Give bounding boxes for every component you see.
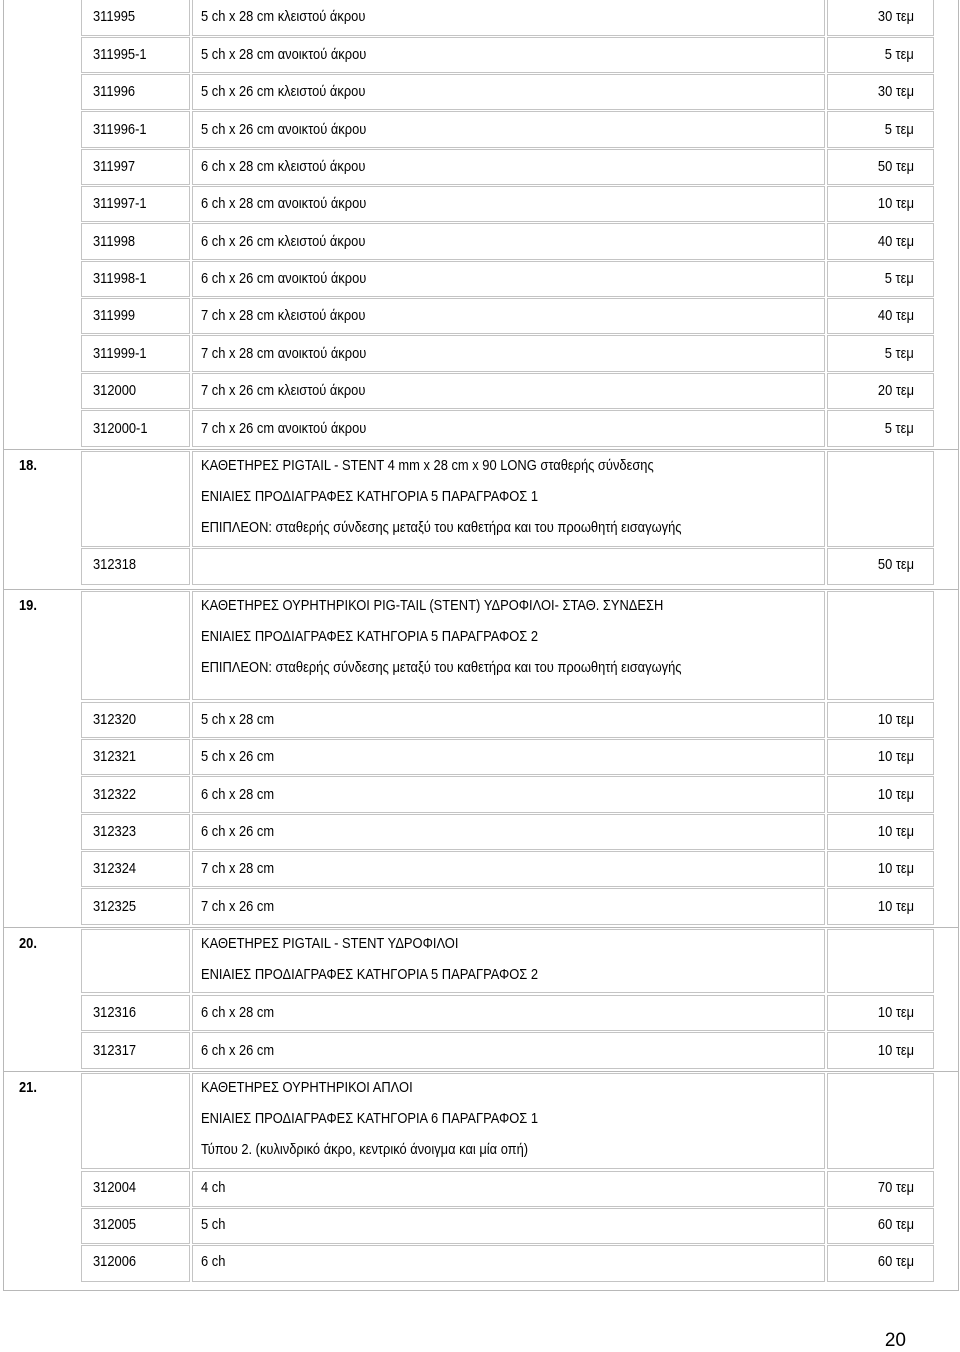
section-divider <box>4 449 958 450</box>
row-code: 311995-1 <box>93 46 147 63</box>
row-desc: 6 ch x 26 cm ανοικτού άκρου <box>201 270 367 287</box>
row-qty: 5 τεμ <box>884 121 914 138</box>
section-extra: ΕΠΙΠΛΕΟΝ: σταθερής σύνδεσης μεταξύ του καθετήρα και του προωθητή εισαγωγής <box>201 519 682 536</box>
table-row <box>4 186 958 223</box>
row-qty: 30 τεμ <box>877 83 914 100</box>
row-desc: 7 ch x 28 cm <box>201 860 275 877</box>
row-code: 312321 <box>93 748 137 765</box>
table-row <box>4 776 958 814</box>
row-code: 312006 <box>93 1253 137 1270</box>
row-code: 312316 <box>93 1004 137 1021</box>
row-qty: 20 τεμ <box>877 382 914 399</box>
row-code: 312320 <box>93 711 137 728</box>
row-desc: 6 ch x 28 cm <box>201 786 275 803</box>
row-qty: 10 τεμ <box>877 195 914 212</box>
row-code: 312322 <box>93 786 137 803</box>
table-row <box>4 814 958 851</box>
section-title: ΚΑΘΕΤΗΡΕΣ ΟΥΡΗΤΗΡΙΚΟΙ ΑΠΛΟΙ <box>201 1079 413 1096</box>
row-desc: 5 ch x 28 cm ανοικτού άκρου <box>201 46 367 63</box>
row-qty: 70 τεμ <box>877 1179 914 1196</box>
row-desc: 6 ch x 28 cm <box>201 1004 275 1021</box>
section-spec: ΕΝΙΑΙΕΣ ΠΡΟΔΙΑΓΡΑΦΕΣ ΚΑΤΗΓΟΡΙΑ 5 ΠΑΡΑΓΡΑΦΟΣ 2 <box>201 966 539 983</box>
table-row <box>4 702 958 739</box>
row-desc: 5 ch x 26 cm κλειστού άκρου <box>201 83 366 100</box>
row-qty: 30 τεμ <box>877 8 914 25</box>
row-code: 311995 <box>93 8 136 25</box>
table-row <box>4 548 958 586</box>
table-row <box>4 1245 958 1283</box>
section-divider <box>4 589 958 590</box>
table-row <box>4 335 958 373</box>
row-code: 312318 <box>93 556 137 573</box>
row-qty: 10 τεμ <box>877 711 914 728</box>
row-code: 312317 <box>93 1042 137 1059</box>
row-code: 311996 <box>93 83 136 100</box>
row-desc: 7 ch x 28 cm κλειστού άκρου <box>201 307 366 324</box>
row-desc: 7 ch x 26 cm ανοικτού άκρου <box>201 420 367 437</box>
table-row <box>4 739 958 776</box>
section-spec: ΕΝΙΑΙΕΣ ΠΡΟΔΙΑΓΡΑΦΕΣ ΚΑΤΗΓΟΡΙΑ 6 ΠΑΡΑΓΡΑΦΟΣ 1 <box>201 1110 539 1127</box>
row-qty: 50 τεμ <box>877 556 914 573</box>
row-qty: 10 τεμ <box>877 860 914 877</box>
product-table <box>3 0 959 1291</box>
row-qty: 5 τεμ <box>884 270 914 287</box>
row-qty: 40 τεμ <box>877 307 914 324</box>
row-qty: 60 τεμ <box>877 1253 914 1270</box>
row-qty: 10 τεμ <box>877 786 914 803</box>
row-desc: 5 ch <box>201 1216 226 1233</box>
row-code: 311997-1 <box>93 195 147 212</box>
row-qty: 10 τεμ <box>877 748 914 765</box>
row-desc: 6 ch x 26 cm <box>201 823 275 840</box>
section-divider <box>4 927 958 928</box>
row-desc: 7 ch x 26 cm κλειστού άκρου <box>201 382 366 399</box>
row-desc: 5 ch x 26 cm ανοικτού άκρου <box>201 121 367 138</box>
table-row <box>4 410 958 448</box>
row-desc: 4 ch <box>201 1179 226 1196</box>
row-code: 311999 <box>93 307 136 324</box>
table-row <box>4 0 958 37</box>
section-extra: Τύπου 2. (κυλινδρικό άκρο, κεντρικό άνοιγμα και μία οπή) <box>201 1141 529 1158</box>
row-code: 312325 <box>93 898 137 915</box>
row-desc: 6 ch x 26 cm κλειστού άκρου <box>201 233 366 250</box>
table-row <box>4 111 958 149</box>
table-row <box>4 1032 958 1070</box>
row-code: 312004 <box>93 1179 137 1196</box>
row-qty: 5 τεμ <box>884 46 914 63</box>
section-number: 19. <box>19 597 37 614</box>
page-number: 20 <box>884 1330 906 1351</box>
row-desc: 7 ch x 26 cm <box>201 898 275 915</box>
section-spec: ΕΝΙΑΙΕΣ ΠΡΟΔΙΑΓΡΑΦΕΣ ΚΑΤΗΓΟΡΙΑ 5 ΠΑΡΑΓΡΑΦΟΣ 1 <box>201 488 539 505</box>
section-number: 20. <box>19 935 37 952</box>
row-desc: 7 ch x 28 cm ανοικτού άκρου <box>201 345 367 362</box>
section-spec: ΕΝΙΑΙΕΣ ΠΡΟΔΙΑΓΡΑΦΕΣ ΚΑΤΗΓΟΡΙΑ 5 ΠΑΡΑΓΡΑΦΟΣ 2 <box>201 628 539 645</box>
section-number: 18. <box>19 457 37 474</box>
row-code: 312324 <box>93 860 137 877</box>
row-code: 312005 <box>93 1216 137 1233</box>
row-qty: 10 τεμ <box>877 1042 914 1059</box>
row-qty: 5 τεμ <box>884 345 914 362</box>
section-divider <box>4 1071 958 1072</box>
row-code: 311998-1 <box>93 270 147 287</box>
section-extra: ΕΠΙΠΛΕΟΝ: σταθερής σύνδεσης μεταξύ του καθετήρα και του προωθητή εισαγωγής <box>201 659 682 676</box>
table-row <box>4 298 958 335</box>
table-row <box>4 851 958 888</box>
row-qty: 10 τεμ <box>877 898 914 915</box>
table-row <box>4 888 958 926</box>
row-qty: 10 τεμ <box>877 823 914 840</box>
row-qty: 40 τεμ <box>877 233 914 250</box>
section-title: ΚΑΘΕΤΗΡΕΣ PIGTAIL - STENT 4 mm x 28 cm x 90 LONG σταθερής σύνδεσης <box>201 457 654 474</box>
table-row <box>4 1171 958 1208</box>
row-code: 312000 <box>93 382 137 399</box>
row-desc: 5 ch x 28 cm κλειστού άκρου <box>201 8 366 25</box>
table-row <box>4 37 958 74</box>
row-code: 312323 <box>93 823 137 840</box>
section-title: ΚΑΘΕΤΗΡΕΣ ΟΥΡΗΤΗΡΙΚΟΙ PIG-TAIL (STENT) ΥΔΡΟΦΙΛΟΙ- ΣΤΑΘ. ΣΥΝΔΕΣΗ <box>201 597 664 614</box>
table-row <box>4 995 958 1032</box>
row-qty: 60 τεμ <box>877 1216 914 1233</box>
row-desc: 6 ch x 28 cm κλειστού άκρου <box>201 158 366 175</box>
row-qty: 50 τεμ <box>877 158 914 175</box>
table-row <box>4 149 958 186</box>
row-qty: 10 τεμ <box>877 1004 914 1021</box>
table-row <box>4 261 958 298</box>
table-row <box>4 223 958 261</box>
row-desc: 5 ch x 26 cm <box>201 748 275 765</box>
table-row <box>4 373 958 410</box>
row-desc: 6 ch x 28 cm ανοικτού άκρου <box>201 195 367 212</box>
row-code: 311996-1 <box>93 121 147 138</box>
row-desc: 5 ch x 28 cm <box>201 711 275 728</box>
section-title: ΚΑΘΕΤΗΡΕΣ PIGTAIL - STENT ΥΔΡΟΦΙΛΟΙ <box>201 935 459 952</box>
row-code: 311999-1 <box>93 345 147 362</box>
row-qty: 5 τεμ <box>884 420 914 437</box>
section-number: 21. <box>19 1079 37 1096</box>
row-desc: 6 ch <box>201 1253 226 1270</box>
row-code: 311997 <box>93 158 136 175</box>
row-code: 312000-1 <box>93 420 148 437</box>
row-code: 311998 <box>93 233 136 250</box>
row-desc: 6 ch x 26 cm <box>201 1042 275 1059</box>
table-row <box>4 74 958 111</box>
table-row <box>4 1208 958 1245</box>
